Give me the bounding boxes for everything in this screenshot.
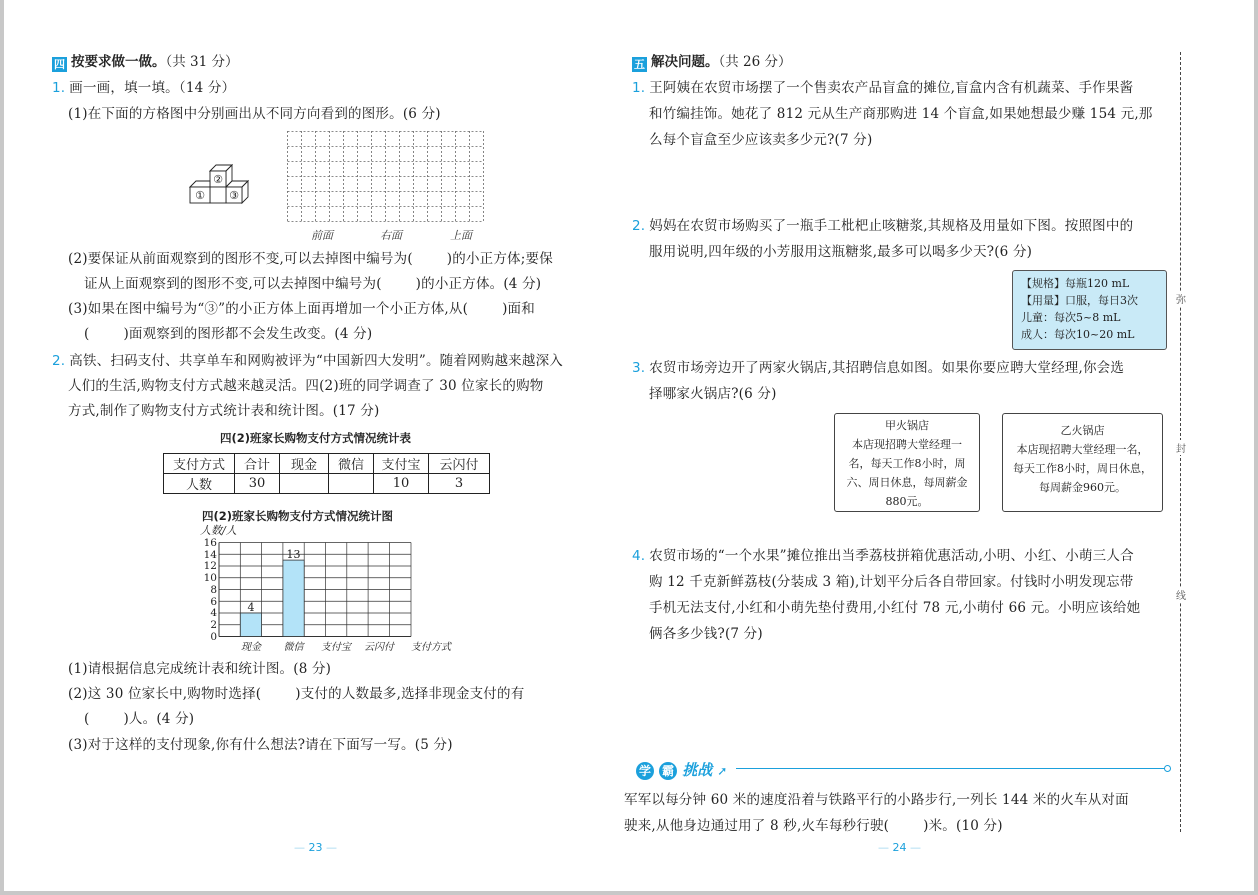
r-question-3-line1: 3. 农贸市场旁边开了两家火锅店,其招聘信息如图。如果你要应聘大堂经理,你会选: [632, 360, 1125, 376]
question-2-line3: 方式,制作了购物支付方式统计表和统计图。(17 分): [68, 403, 380, 419]
binding-char-xian: 线: [1176, 587, 1186, 602]
svg-text:6: 6: [210, 596, 217, 608]
payment-stat-table: [163, 453, 490, 494]
challenge-line2: 驶来,从他身边通过用了 8 秒,火车每秒行驶( )米。(10 分): [624, 818, 1003, 834]
r-question-2-line1: 2. 妈妈在农贸市场购买了一瓶手工枇杷止咳糖浆,其规格及用量如下图。按照图中的: [632, 218, 1134, 234]
question-2-line1: 2. 高铁、扫码支付、共享单车和网购被评为“中国新四大发明”。随着网购越来越深入: [52, 353, 563, 369]
q2-sub2-line2: ( )人。(4 分): [84, 711, 195, 727]
svg-text:8: 8: [210, 584, 217, 596]
challenge-badge-char: 霸: [659, 762, 677, 780]
view-label-top: 上面: [450, 229, 472, 242]
bar-cash: [240, 613, 261, 637]
svg-text:4: 4: [210, 607, 217, 619]
cash-count-cell[interactable]: [280, 474, 329, 494]
question-1: 1. 画一画，填一填。（14 分）: [52, 80, 236, 96]
q1-sub1: (1)在下面的方格图中分别画出从不同方向看到的图形。(6 分): [68, 106, 441, 122]
bar-label-wechat: 13: [286, 548, 301, 561]
section-badge: 四: [54, 58, 65, 71]
page-number-right: — 24 —: [878, 841, 921, 854]
svg-text:16: 16: [203, 537, 217, 549]
syrup-info-box: 【规格】每瓶120 mL 【用量】口服，每日3次 儿童：每次5~8 mL 成人：每次10~20 mL: [1012, 270, 1167, 350]
bar-label-cash: 4: [247, 601, 255, 614]
cube-label-1: ①: [195, 189, 205, 202]
q1-sub2-line2: 证从上面观察到的图形不变,可以去掉图中编号为( )的小正方体。(4 分): [84, 276, 542, 292]
q1-sub3-line2: ( )面观察到的图形都不会发生改变。(4 分): [84, 326, 373, 342]
section-four-heading: 四 按要求做一做。（共 31 分）: [54, 54, 239, 71]
view-label-front: 前面: [311, 229, 333, 242]
challenge-divider: [736, 768, 1166, 769]
view-label-right: 右面: [380, 229, 402, 242]
r-question-1-line1: 1. 王阿姨在农贸市场摆了一个售卖农产品盲盒的摊位,盲盒内含有机蔬菜、手作果酱: [632, 80, 1134, 96]
r-question-3-line2: 择哪家火锅店?(6 分): [649, 386, 777, 402]
section-badge: 五: [634, 58, 645, 71]
q2-sub2-line1: (2)这 30 位家长中,购物时选择( )支付的人数最多,选择非现金支付的有: [68, 686, 525, 702]
payment-bar-chart: [179, 536, 469, 658]
r-question-1-line3: 么每个盲盒至少应该卖多少元?(7 分): [649, 132, 873, 148]
wechat-count-cell[interactable]: [329, 474, 374, 494]
cube-stack-figure: [187, 162, 253, 210]
q1-sub2-line1: (2)要保证从前面观察到的图形不变,可以去掉图中编号为( )的小正方体;要保: [68, 251, 553, 267]
challenge-line1: 军军以每分钟 60 米的速度沿着与铁路平行的小路步行,一列长 144 米的火车从对面: [624, 792, 1129, 808]
hotpot-shop-b-ad: 乙火锅店 本店现招聘大堂经理一名， 每天工作8小时，周日休息， 每周薪金960元。: [1002, 413, 1163, 512]
challenge-badge-char: 学: [636, 762, 654, 780]
chart-xlabel: 支付方式: [411, 642, 451, 653]
challenge-badge-text: 挑战: [682, 761, 713, 779]
x-tick-alipay: 支付宝: [321, 642, 351, 653]
x-tick-wechat: 微信: [283, 642, 304, 653]
svg-text:0: 0: [210, 631, 217, 643]
workbook-spread: [4, 0, 1254, 891]
cube-label-2: ②: [213, 173, 223, 186]
r-question-4-line2: 购 12 千克新鲜荔枝(分装成 3 箱),计划平分后各自带回家。付钱时小明发现忘带: [649, 574, 1134, 590]
svg-text:14: 14: [203, 549, 217, 561]
r-question-4-line1: 4. 农贸市场的“一个水果”摊位推出当季荔枝拼箱优惠活动,小明、小红、小萌三人合: [632, 548, 1134, 564]
table-title: 四(2)班家长购物支付方式情况统计表: [220, 431, 412, 445]
binding-char-feng: 封: [1176, 440, 1186, 455]
table-data-row: 人数 30 10 3: [164, 474, 490, 494]
page-number-left: — 23 —: [294, 841, 337, 854]
hotpot-shop-a-ad: 甲火锅店 本店现招聘大堂经理一 名，每天工作8小时，周 六、周日休息，每周薪金 880元。: [834, 413, 980, 512]
r-question-4-line3: 手机无法支付,小红和小萌先垫付费用,小红付 78 元,小萌付 66 元。小明应该给她: [649, 600, 1141, 616]
x-tick-unionpay: 云闪付: [364, 642, 394, 653]
drawing-grid[interactable]: [287, 131, 487, 224]
svg-text:2: 2: [210, 619, 217, 631]
svg-text:12: 12: [203, 560, 217, 572]
q2-sub3: (3)对于这样的支付现象,你有什么想法?请在下面写一写。(5 分): [68, 737, 453, 753]
q2-sub1: (1)请根据信息完成统计表和统计图。(8 分): [68, 661, 332, 677]
r-question-2-line2: 服用说明,四年级的小芳服用这瓶糖浆,最多可以喝多少天?(6 分): [649, 244, 1033, 260]
chart-title: 四(2)班家长购物支付方式情况统计图: [202, 509, 394, 523]
cube-label-3: ③: [229, 189, 239, 202]
chart-ylabel: 人数/人: [200, 524, 237, 537]
binding-char-mi: 弥: [1176, 291, 1186, 306]
bar-wechat: [283, 560, 304, 636]
x-tick-cash: 现金: [241, 642, 261, 653]
question-2-line2: 人们的生活,购物支付方式越来越灵活。四(2)班的同学调查了 30 位家长的购物: [68, 378, 544, 394]
r-question-4-line4: 俩各多少钱?(7 分): [649, 626, 763, 642]
section-five-heading: 五 解决问题。（共 26 分）: [634, 54, 792, 71]
challenge-banner: [636, 759, 727, 780]
r-question-1-line2: 和竹编挂饰。她花了 812 元从生产商那购进 14 个盲盒,如果她想最少赚 154 元,那: [649, 106, 1153, 122]
q1-sub3-line1: (3)如果在图中编号为“③”的小正方体上面再增加一个小正方体,从( )面和: [68, 301, 535, 317]
arrow-icon: ➚: [717, 764, 728, 778]
svg-text:10: 10: [203, 572, 217, 584]
table-header-row: 支付方式 合计 现金 微信 支付宝 云闪付: [164, 454, 490, 474]
divider-end-dot: [1164, 765, 1171, 772]
